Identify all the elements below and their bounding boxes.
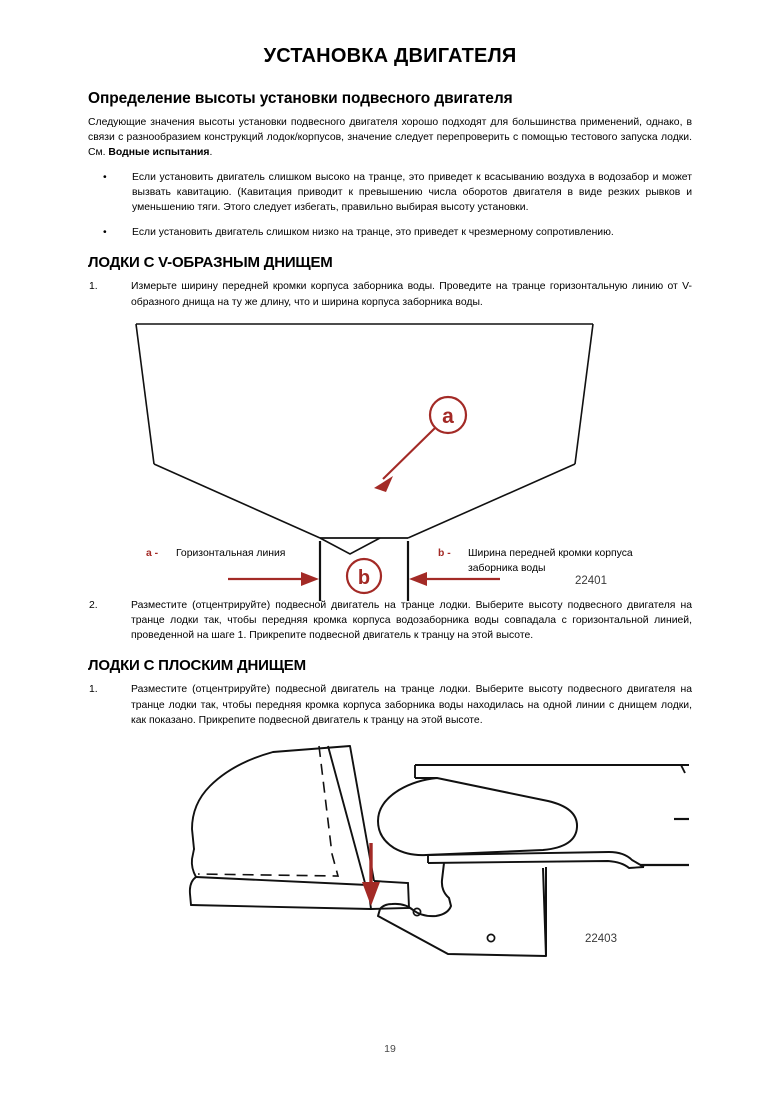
- anti-ventilation-plate: [428, 852, 644, 868]
- callout-b-label: b: [357, 566, 371, 589]
- bullet-marker-icon: •: [103, 227, 107, 239]
- step-text: Измерьте ширину передней кромки корпуса заборника воды. Проведите на транце горизонтальную линию от V-образного днища на ту же длину, что и ширина корпуса заборника воды.: [131, 281, 692, 308]
- page-title: УСТАНОВКА ДВИГАТЕЛЯ: [263, 45, 517, 67]
- alignment-arrow-head-icon: [362, 882, 380, 906]
- bullet-text: Если установить двигатель слишком высоко на транце, это приведет к всасыванию воздуха в водозабор и может вызвать кавитацию. (Кавитация приводит к превышению числа оборотов двигателя в виде резких рывков и уменьшению тяги. Этого следует избегать, правильно выбирая высоту установки.: [132, 171, 692, 214]
- step-text: Разместите (отцентрируйте) подвесной двигатель на транце лодки. Выберите высоту подвесного двигателя на транце лодки так, чтобы передняя кромка корпуса заборника воды находилась на одной линии с днищем лодки, как показано. Прикрепите подвесной двигатель к транцу на этой высоте.: [131, 684, 692, 726]
- list-item: [88, 682, 692, 728]
- list-item: [88, 225, 692, 240]
- list-item: [88, 279, 692, 309]
- legend-text-b: Ширина передней кромки корпуса заборника воды: [468, 547, 633, 575]
- bullet-text: Если установить двигатель слишком низко на транце, это приведет к чрезмерному сопротивлению.: [132, 227, 614, 239]
- figure-number-22403: 22403: [585, 933, 617, 946]
- callout-a-label: a: [442, 404, 454, 428]
- list-item: [88, 598, 692, 644]
- outboard-swivel-bracket: [378, 778, 577, 855]
- vhull-step-list-1: [88, 279, 692, 309]
- step-number: 2.: [89, 599, 98, 611]
- section-heading-flat: ЛОДКИ С ПЛОСКИМ ДНИЩЕМ: [88, 657, 306, 675]
- flatbottom-svg: [88, 746, 692, 964]
- bullet-marker-icon: •: [103, 171, 107, 183]
- intro-text-bold: Водные испытания: [108, 147, 210, 159]
- legend-key-a: a -: [146, 547, 159, 559]
- flat-step-list: [88, 682, 692, 728]
- section-heading-vhull: ЛОДКИ С V-ОБРАЗНЫМ ДНИЩЕМ: [88, 254, 333, 272]
- intro-text-part2: .: [209, 147, 213, 159]
- callout-a-leader-line: [383, 428, 435, 479]
- boat-transom-outline: [190, 746, 371, 909]
- legend-entry-a: [146, 546, 285, 561]
- intro-paragraph: [88, 115, 692, 161]
- vhull-step-list-2: [88, 598, 692, 644]
- page-content: [88, 0, 692, 964]
- gearcase-outline: [378, 863, 546, 956]
- hull-outline: [136, 324, 593, 538]
- bolt-hole-icon: [487, 934, 494, 941]
- legend-entry-b: [438, 546, 688, 577]
- legend-text-a: Горизонтальная линия: [176, 547, 286, 559]
- figure-number-22401: 22401: [575, 574, 607, 587]
- step-number: 1.: [89, 281, 98, 293]
- intro-text-part1: Следующие значения высоты установки подвесного двигателя хорошо подходят для большинства применений, однако, в связи с разнообразием конструкций лодок/корпусов, значение следует перепроверить с помощью тестового запуска лодки. См.: [88, 117, 692, 159]
- hidden-dashed-line: [198, 746, 338, 876]
- step-text: Разместите (отцентрируйте) подвесной двигатель на транце лодки. Выберите высоту подвесного двигателя на транце лодки так, чтобы передняя кромка корпуса водозаборника воды совпадала с горизонтальной линией, проведенной на шаге 1. Прикрепите подвесной двигатель к транцу на этой высоте.: [131, 599, 692, 642]
- right-edge-ticks: [640, 819, 689, 865]
- alignment-arrow: [362, 843, 380, 906]
- list-item: [88, 170, 692, 216]
- page-number: 19: [384, 1043, 396, 1055]
- step-number: 1.: [89, 684, 98, 696]
- section-heading-height: Определение высоты установки подвесного двигателя: [88, 90, 513, 107]
- legend-key-b: b -: [438, 547, 451, 559]
- figure-vhull-legend: [88, 546, 692, 590]
- outboard-mount-bracket: [415, 765, 689, 778]
- height-bullet-list: [88, 170, 692, 241]
- figure-flat-bottom-diagram: [88, 746, 692, 964]
- callout-a-group: [374, 397, 466, 492]
